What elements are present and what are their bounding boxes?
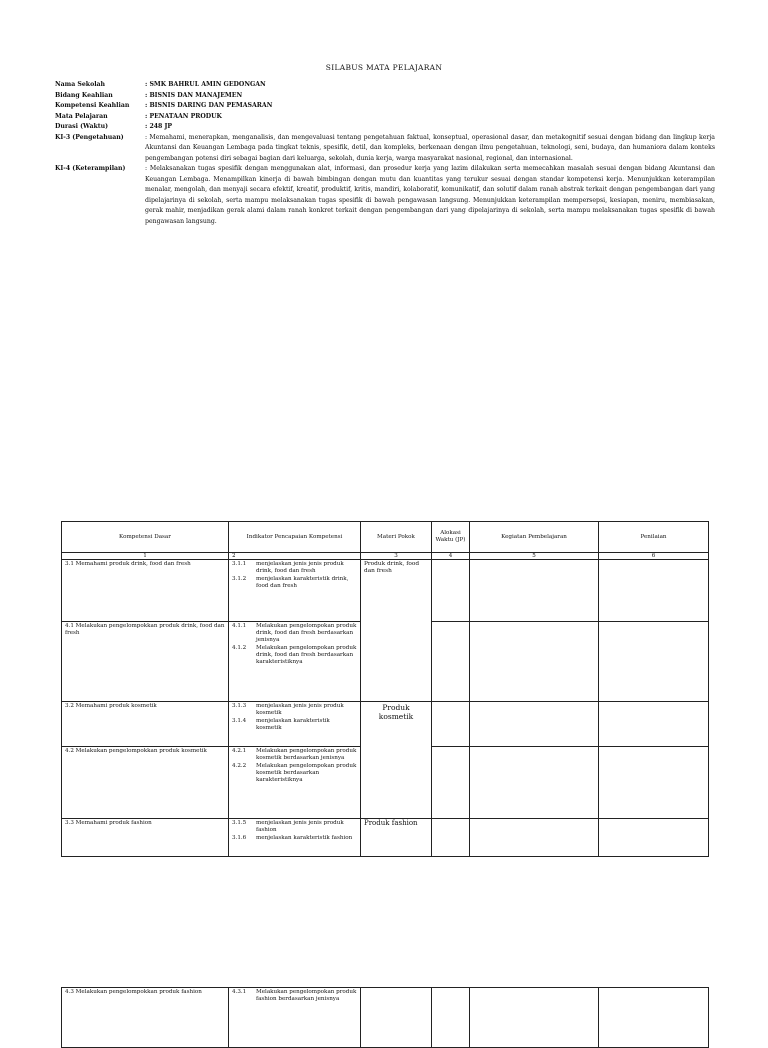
alokasi-cell [432, 560, 470, 622]
table-header-row [62, 522, 709, 553]
indicator-number: 3.1.6 [232, 835, 247, 841]
alokasi-cell [432, 819, 470, 857]
info-label: Nama Sekolah [55, 81, 106, 88]
kegiatan-cell [470, 819, 599, 857]
materi-cell [361, 988, 432, 1048]
info-label: Mata Pelajaran [55, 112, 108, 120]
table-row [62, 988, 709, 1048]
column-number-row [62, 553, 709, 560]
indicator-text: menjelaskan karakteristik kosmetik [256, 718, 330, 731]
column-number: 4 [432, 553, 470, 560]
indicator-number: 3.1.5 [232, 820, 247, 826]
indicator-text: menjelaskan karakteristik drink, food dan fresh [256, 576, 349, 589]
penilaian-cell [599, 702, 709, 747]
info-value: : Melaksanakan tugas spesifik dengan menggunakan alat, informasi, dan prosedur kerja yang lazim dilakukan serta memecahkan masalah sesuai dengan bidang Akuntansi dan Keuangan Lembaga. Menampilkan kinerja di bawah bimbingan dengan mutu dan kuantitas yang terukur sesuai dengan standar kompetensi kerja. Menunjukkan keterampilan menalar, mengolah, dan menyaji secara efektif, kreatif, produktif, kritis, mandiri, kolaboratif, komunikatif, dan solutif dalam ranah abstrak terkait dengan pengembangan dari yang dipelajarinya di sekolah, serta mampu melaksanakan tugas spesifik di bawah pengawasan langsung. Menunjukkan keterampilan mempersepsi, kesiapan, meniru, membiasakan, gerak mahir, menjadikan gerak alami dalam ranah konkret terkait dengan pengembangan dari yang dipelajarinya di sekolah, serta mampu melaksanakan tugas spesifik di bawah pengawasan langsung. [145, 165, 715, 225]
indicator-cell [229, 560, 361, 622]
kegiatan-cell [470, 988, 599, 1048]
info-label: Bidang Keahlian [55, 91, 113, 99]
indicator-item [232, 576, 357, 590]
indicator-cell [229, 702, 361, 747]
indicator-item [232, 763, 357, 784]
syllabus-table-continued [61, 987, 709, 1048]
alokasi-cell [432, 988, 470, 1048]
info-row-competency [55, 101, 715, 112]
kegiatan-cell [470, 622, 599, 702]
indicator-item [232, 820, 357, 834]
indicator-text: menjelaskan jenis jenis produk fashion [256, 820, 344, 833]
materi-cell: Produk drink, food dan fresh [361, 560, 432, 702]
indicator-cell [229, 622, 361, 702]
kd-cell: 4.3 Melakukan pengelompokkan produk fashion [62, 988, 229, 1048]
kd-cell: 4.1 Melakukan pengelompokkan produk drink, food dan fresh [62, 622, 229, 702]
table-row [62, 819, 709, 857]
alokasi-cell [432, 747, 470, 819]
indicator-item [232, 703, 357, 717]
column-number: 5 [470, 553, 599, 560]
document-title: SILABUS MATA PELAJARAN [325, 63, 443, 72]
alokasi-cell [432, 702, 470, 747]
info-row-duration [55, 122, 715, 133]
indicator-number: 3.1.4 [232, 718, 247, 724]
indicator-item [232, 561, 357, 575]
indicator-number: 3.1.3 [232, 703, 247, 709]
column-header: Indikator Pencapaian Kompetensi [229, 522, 361, 553]
materi-cell: Produk kosmetik [361, 702, 432, 819]
column-number: 6 [599, 553, 709, 560]
indicator-text: Melakukan pengelompokan produk kosmetik berdasarkan jenisnya [256, 748, 357, 761]
indicator-item [232, 718, 357, 732]
indicator-cell [229, 988, 361, 1048]
info-row-subject [55, 112, 715, 123]
indicator-item [232, 748, 357, 762]
info-row-ki3 [55, 133, 715, 165]
school-info [55, 80, 715, 227]
kegiatan-cell [470, 560, 599, 622]
indicator-item [232, 989, 357, 1003]
indicator-text: menjelaskan karakteristik fashion [256, 835, 353, 841]
indicator-cell [229, 819, 361, 857]
info-label: KI-3 (Pengetahuan) [55, 133, 124, 141]
kd-cell: 4.2 Melakukan pengelompokkan produk kosmetik [62, 747, 229, 819]
indicator-item [232, 835, 357, 842]
indicator-text: Melakukan pengelompokan produk drink, food dan fresh berdasarkan jenisnya [256, 623, 357, 643]
table-row [62, 702, 709, 747]
info-value: : PENATAAN PRODUK [145, 112, 222, 120]
info-value: : BISNIS DARING DAN PEMASARAN [145, 102, 273, 109]
indicator-text: Melakukan pengelompokan produk drink, food dan fresh berdasarkan karakteristiknya [256, 645, 357, 665]
kd-cell: 3.2 Memahami produk kosmetik [62, 702, 229, 747]
info-value: : 248 JP [145, 123, 173, 130]
column-number: 2 [229, 553, 361, 560]
indicator-number: 3.1.2 [232, 576, 247, 582]
column-header: Penilaian [599, 522, 709, 553]
indicator-number: 4.2.1 [232, 748, 247, 754]
indicator-item [232, 645, 357, 666]
column-header: Alokasi Waktu (JP) [432, 522, 470, 553]
indicator-text: menjelaskan jenis jenis produk kosmetik [256, 703, 344, 716]
syllabus-table [61, 521, 709, 857]
column-number: 1 [62, 553, 229, 560]
materi-cell: Produk fashion [361, 819, 432, 857]
penilaian-cell [599, 747, 709, 819]
penilaian-cell [599, 622, 709, 702]
info-value: : Memahami, menerapkan, menganalisis, dan mengevaluasi tentang pengetahuan faktual, konseptual, operasional dasar, dan metakognitif sesuai dengan bidang dan lingkup kerja Akuntansi dan Keuangan Lembaga pada tingkat teknis, spesifik, detil, dan kompleks, berkenaan dengan ilmu pengetahuan, teknologi, seni, budaya, dan humaniora dalam konteks pengembangan potensi diri sebagai bagian dari keluarga, sekolah, dunia kerja, warga masyarakat nasional, regional, dan internasional. [145, 133, 715, 162]
info-value: : BISNIS DAN MANAJEMEN [145, 91, 243, 99]
penilaian-cell [599, 988, 709, 1048]
indicator-text: Melakukan pengelompokan produk kosmetik berdasarkan karakteristiknya [256, 763, 357, 783]
info-value: : SMK BAHRUL AMIN GEDONGAN [145, 81, 266, 88]
indicator-number: 4.1.1 [232, 623, 247, 629]
indicator-cell [229, 747, 361, 819]
info-row-ki4 [55, 164, 715, 227]
info-label: Kompetensi Keahlian [55, 102, 130, 109]
indicator-number: 4.2.2 [232, 763, 247, 769]
table-row [62, 560, 709, 622]
indicator-number: 4.1.2 [232, 645, 247, 651]
indicator-item [232, 623, 357, 644]
info-row-field [55, 91, 715, 102]
column-header: Kompetensi Dasar [62, 522, 229, 553]
penilaian-cell [599, 560, 709, 622]
indicator-text: menjelaskan jenis jenis produk drink, food dan fresh [256, 561, 344, 574]
kegiatan-cell [470, 702, 599, 747]
indicator-number: 4.3.1 [232, 989, 247, 995]
info-row-school [55, 80, 715, 91]
column-header: Kegiatan Pembelajaran [470, 522, 599, 553]
indicator-number: 3.1.1 [232, 561, 247, 567]
alokasi-cell [432, 622, 470, 702]
penilaian-cell [599, 819, 709, 857]
kegiatan-cell [470, 747, 599, 819]
kd-cell: 3.3 Memahami produk fashion [62, 819, 229, 857]
indicator-text: Melakukan pengelompokan produk fashion berdasarkan jenisnya [256, 989, 357, 1002]
column-header: Materi Pokok [361, 522, 432, 553]
info-label: KI-4 (Keterampilan) [55, 165, 126, 172]
info-label: Durasi (Waktu) [55, 123, 109, 130]
kd-cell: 3.1 Memahami produk drink, food dan fresh [62, 560, 229, 622]
column-number: 3 [361, 553, 432, 560]
